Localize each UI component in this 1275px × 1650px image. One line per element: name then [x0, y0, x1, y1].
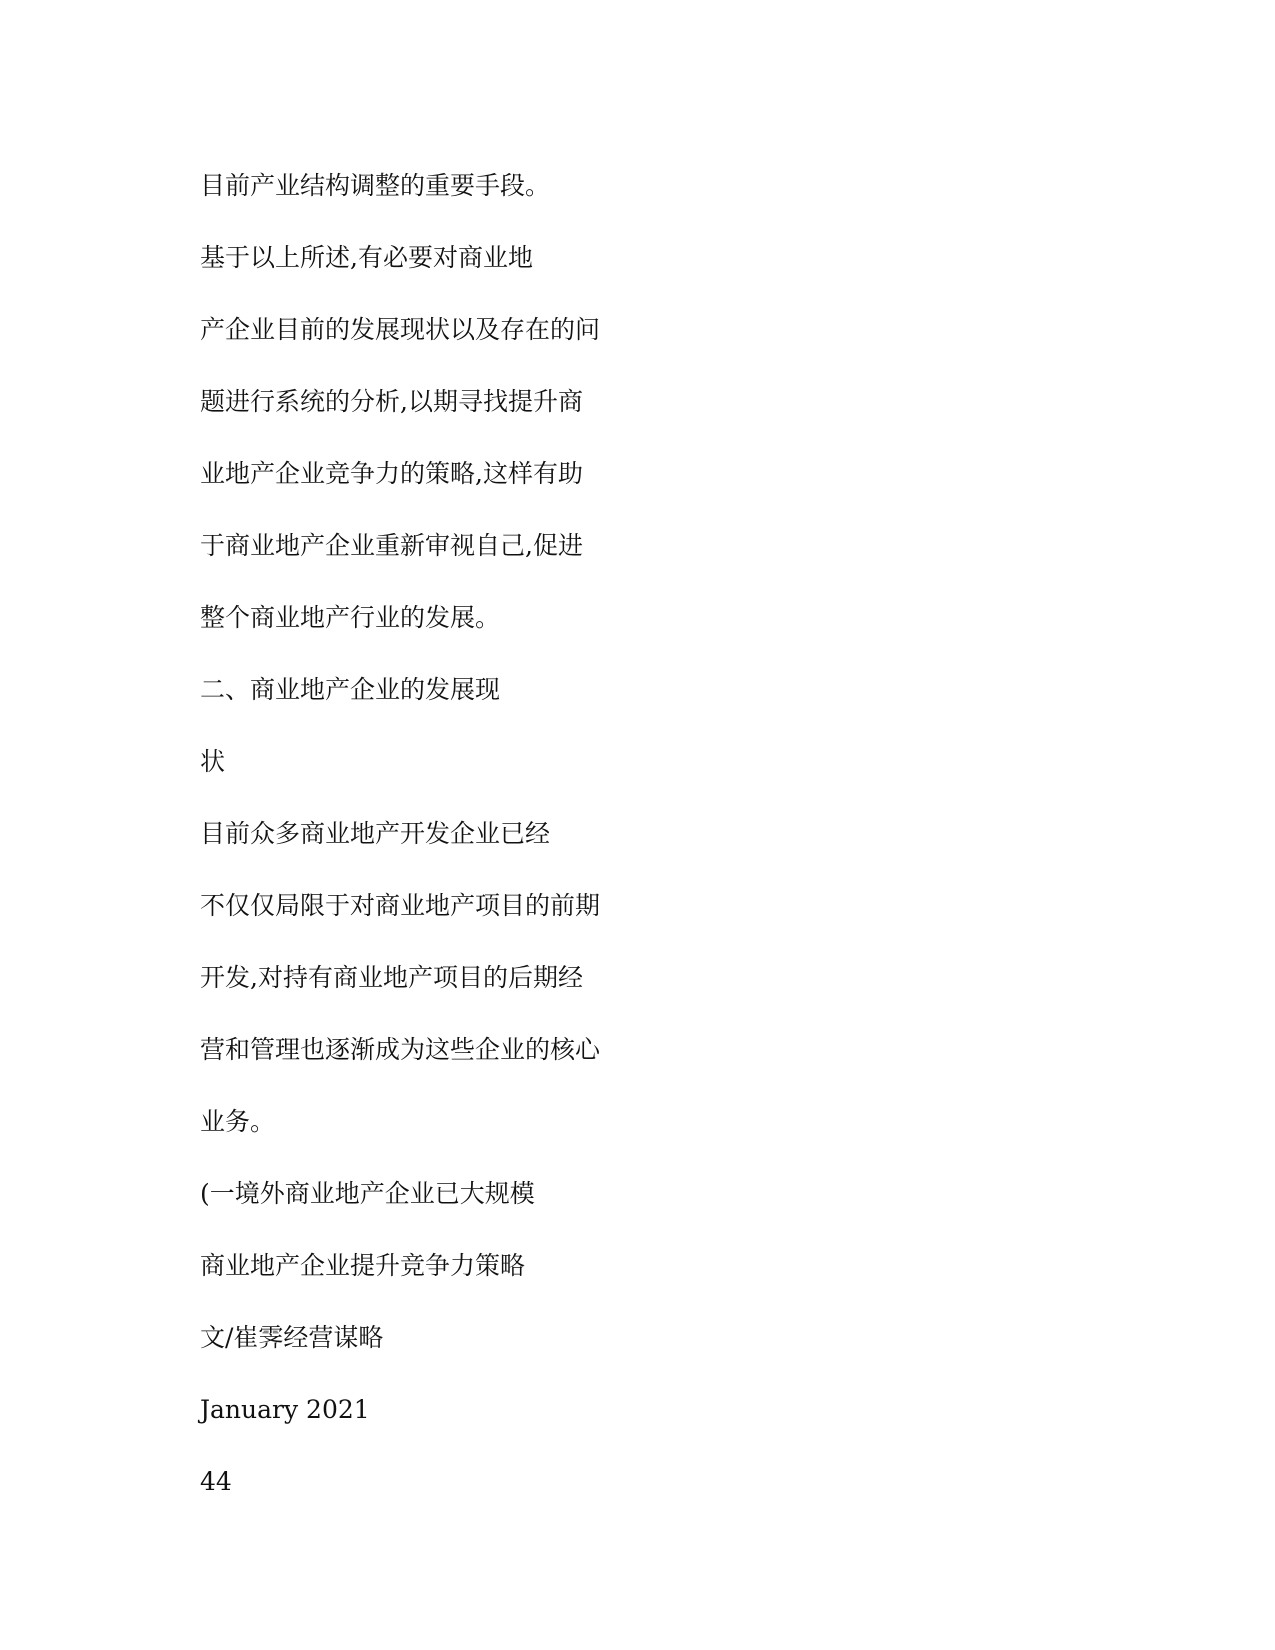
- text-line: 产企业目前的发展现状以及存在的问: [200, 315, 601, 344]
- text-line: 目前产业结构调整的重要手段。: [200, 171, 551, 200]
- author-column-line: 文/崔霁经营谋略: [200, 1323, 384, 1352]
- subsection-heading: (一境外商业地产企业已大规模: [200, 1179, 535, 1208]
- text-line: 业务。: [200, 1107, 276, 1136]
- section-heading: 二、商业地产企业的发展现: [200, 675, 501, 704]
- text-line: 题进行系统的分析,以期寻找提升商: [200, 387, 583, 416]
- section-heading-continued: 状: [200, 747, 226, 776]
- issue-date: January 2021: [200, 1395, 370, 1424]
- text-line: 基于以上所述,有必要对商业地: [200, 243, 533, 272]
- text-line: 不仅仅局限于对商业地产项目的前期: [200, 891, 601, 920]
- text-line: 于商业地产企业重新审视自己,促进: [200, 531, 583, 560]
- text-line: 业地产企业竞争力的策略,这样有助: [200, 459, 583, 488]
- text-line: 开发,对持有商业地产项目的后期经: [200, 963, 583, 992]
- text-line: 营和管理也逐渐成为这些企业的核心: [200, 1035, 601, 1064]
- article-title: 商业地产企业提升竞争力策略: [200, 1251, 526, 1280]
- text-block: [200, 150, 1100, 1518]
- text-line: 目前众多商业地产开发企业已经: [200, 819, 551, 848]
- text-line: 整个商业地产行业的发展。: [200, 603, 501, 632]
- page-number: 44: [200, 1467, 232, 1496]
